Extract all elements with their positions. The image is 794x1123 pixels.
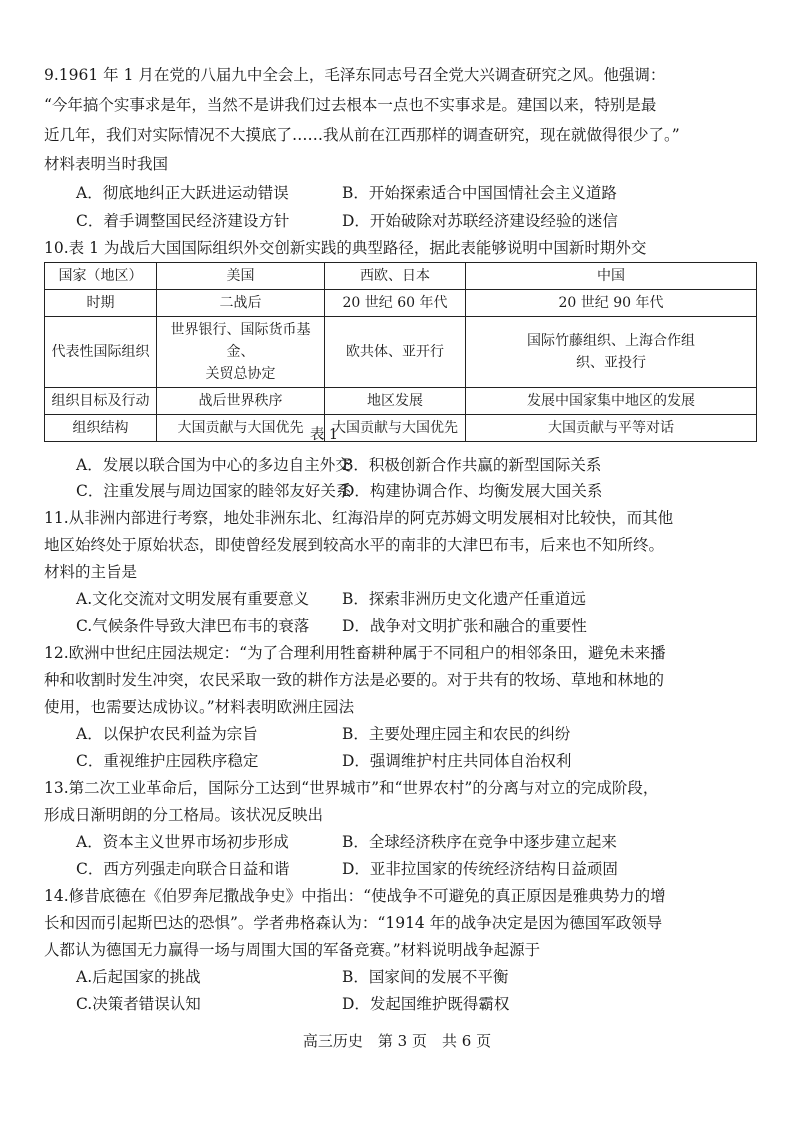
- table-header-cell: 国家（地区）: [45, 263, 157, 290]
- q13-option-d[interactable]: D．亚非拉国家的传统经济结构日益顽固: [342, 860, 618, 878]
- q14-option-a[interactable]: A.后起国家的挑战: [76, 968, 201, 986]
- table-cell: 大国贡献与大国优先: [325, 415, 466, 442]
- q12-option-a[interactable]: A．以保护农民利益为宗旨: [76, 725, 258, 743]
- q14-stem-line-3: 人都认为德国无力赢得一场与周围大国的军备竞赛。”材料说明战争起源于: [44, 941, 541, 959]
- q13-option-b[interactable]: B．全球经济秩序在竞争中逐步建立起来: [342, 833, 617, 851]
- q11-option-b[interactable]: B．探索非洲历史文化遗产任重道远: [342, 590, 586, 608]
- table-header-cell: 西欧、日本: [325, 263, 466, 290]
- table-header-row: [45, 263, 757, 290]
- q14-option-b[interactable]: B．国家间的发展不平衡: [342, 968, 509, 986]
- table-cell: 欧共体、亚开行: [325, 317, 466, 388]
- table-cell: 世界银行、国际货币基金、 关贸总协定: [157, 317, 325, 388]
- table-cell: 组织结构: [45, 415, 157, 442]
- table-cell: 组织目标及行动: [45, 388, 157, 415]
- q14-option-d[interactable]: D．发起国维护既得霸权: [342, 995, 510, 1013]
- q14-stem-line-1: 14.修昔底德在《伯罗奔尼撒战争史》中指出：“使战争不可避免的真正原因是雅典势力的增: [44, 887, 666, 905]
- table-cell: 20 世纪 60 年代: [325, 290, 466, 317]
- q12-option-c[interactable]: C．重视维护庄园秩序稳定: [76, 752, 259, 770]
- table-cell: 二战后: [157, 290, 325, 317]
- q11-stem-line-2: 地区始终处于原始状态，即使曾经发展到较高水平的南非的大津巴布韦，后来也不知所终。: [44, 536, 665, 554]
- q9-option-c[interactable]: C．着手调整国民经济建设方针: [76, 212, 290, 230]
- q9-option-b[interactable]: B．开始探索适合中国国情社会主义道路: [342, 184, 617, 202]
- q12-option-d[interactable]: D．强调维护村庄共同体自治权利: [342, 752, 572, 770]
- table-1: [44, 262, 757, 442]
- q12-stem-line-1: 12.欧洲中世纪庄园法规定：“为了合理利用牲畜耕种属于不同租户的相邻条田，避免未来播: [44, 644, 666, 662]
- table-cell: 地区发展: [325, 388, 466, 415]
- q11-option-a[interactable]: A.文化交流对文明发展有重要意义: [76, 590, 310, 608]
- q9-option-a[interactable]: A．彻底地纠正大跃进运动错误: [76, 184, 289, 202]
- table-row: [45, 388, 757, 415]
- q9-stem-line-1: 9.1961 年 1 月在党的八届九中全会上，毛泽东同志号召全党大兴调查研究之风。他强调：: [44, 66, 666, 84]
- q10-option-a[interactable]: A．发展以联合国为中心的多边自主外交: [76, 456, 351, 474]
- table-cell: 大国贡献与大国优先: [157, 415, 325, 442]
- table-row: [45, 290, 757, 317]
- table-header-cell: 美国: [157, 263, 325, 290]
- table-cell: 发展中国家集中地区的发展: [466, 388, 757, 415]
- q10-option-c[interactable]: C．注重发展与周边国家的睦邻友好关系: [76, 482, 352, 500]
- q11-stem-line-1: 11.从非洲内部进行考察，地处非洲东北、红海沿岸的阿克苏姆文明发展相对比较快，而其他: [44, 509, 674, 527]
- q12-option-b[interactable]: B．主要处理庄园主和农民的纠纷: [342, 725, 571, 743]
- q13-option-a[interactable]: A．资本主义世界市场初步形成: [76, 833, 289, 851]
- q9-stem-line-2: “今年搞个实事求是年，当然不是讲我们过去根本一点也不实事求是。建国以来，特别是最: [44, 96, 657, 114]
- q13-stem-line-1: 13.第二次工业革命后，国际分工达到“世界城市”和“世界农村”的分离与对立的完成阶段，: [44, 779, 659, 797]
- page-footer: 高三历史 第 3 页 共 6 页: [302, 1032, 492, 1050]
- table-cell: 大国贡献与平等对话: [466, 415, 757, 442]
- table-cell: 时期: [45, 290, 157, 317]
- table-cell: 战后世界秩序: [157, 388, 325, 415]
- table-cell: 代表性国际组织: [45, 317, 157, 388]
- q10-stem: 10.表 1 为战后大国国际组织外交创新实践的典型路径，据此表能够说明中国新时期外交: [44, 239, 647, 257]
- q11-option-c[interactable]: C.气候条件导致大津巴布韦的衰落: [76, 617, 310, 635]
- q12-stem-line-3: 使用，也需要达成协议。”材料表明欧洲庄园法: [44, 698, 355, 716]
- table-cell: 国际竹藤组织、上海合作组 织、亚投行: [466, 317, 757, 388]
- table-row: [45, 317, 757, 388]
- table-header-cell: 中国: [466, 263, 757, 290]
- q13-stem-line-2: 形成日渐明朗的分工格局。该状况反映出: [44, 806, 324, 824]
- q10-option-b[interactable]: B．积极创新合作共赢的新型国际关系: [342, 456, 602, 474]
- q11-option-d[interactable]: D．战争对文明扩张和融合的重要性: [342, 617, 587, 635]
- q10-option-d[interactable]: D．构建协调合作、均衡发展大国关系: [342, 482, 603, 500]
- q9-stem-line-3: 近几年，我们对实际情况不大摸底了……我从前在江西那样的调查研究，现在就做得很少了。”: [44, 126, 680, 144]
- q12-stem-line-2: 种和收割时发生冲突，农民采取一致的耕作方法是必要的。对于共有的牧场、草地和林地的: [44, 671, 665, 689]
- q14-stem-line-2: 长和因而引起斯巴达的恐惧”。学者弗格森认为：“1914 年的战争决定是因为德国军政领导: [44, 914, 663, 932]
- q11-stem-line-3: 材料的主旨是: [44, 563, 138, 581]
- q9-stem-line-4: 材料表明当时我国: [44, 155, 169, 173]
- q13-option-c[interactable]: C．西方列强走向联合日益和谐: [76, 860, 290, 878]
- table-caption: 表 1: [309, 427, 339, 443]
- q9-option-d[interactable]: D．开始破除对苏联经济建设经验的迷信: [342, 212, 618, 230]
- q14-option-c[interactable]: C.决策者错误认知: [76, 995, 201, 1013]
- table-cell: 20 世纪 90 年代: [466, 290, 757, 317]
